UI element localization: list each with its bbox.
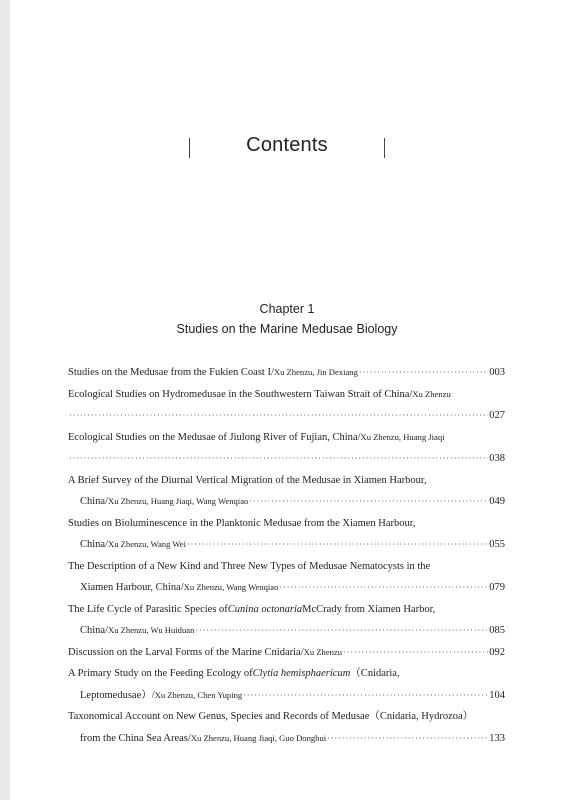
leader-dots <box>187 534 488 556</box>
toc-entry-continuation <box>68 728 505 750</box>
leader-dots <box>195 620 488 642</box>
toc-entry[interactable] <box>68 642 505 664</box>
entry-title-rest: McCrady from Xiamen Harbor, <box>302 603 436 615</box>
page-number: 038 <box>489 453 505 464</box>
entry-title: Studies on Bioluminescence in the Planktonic Medusae from the Xiamen Harbour, <box>68 517 416 529</box>
toc-entry-continuation <box>68 405 505 427</box>
page-number: 092 <box>489 646 505 658</box>
toc-entry[interactable] <box>68 556 505 578</box>
entry-authors: Xu Zhenzu, Wang Wei <box>108 539 187 549</box>
table-of-contents <box>68 362 505 749</box>
page-number: 104 <box>489 689 505 701</box>
toc-entry-continuation <box>68 491 505 513</box>
entry-title: Ecological Studies on Hydromedusae in the Southwestern Taiwan Strait of China/ <box>68 388 413 400</box>
entry-authors: Xu Zhenzu, Huang Jiaqi <box>360 431 445 442</box>
entry-title: Discussion on the Larval Forms of the Marine Cnidaria/ <box>68 646 304 658</box>
leader-dots <box>359 362 488 384</box>
contents-heading <box>0 134 574 164</box>
toc-entry-continuation <box>68 685 505 707</box>
entry-authors: Xu Zhenzu, Chen Yuping <box>154 689 243 700</box>
entry-title: A Brief Survey of the Diurnal Vertical Migration of the Medusae in Xiamen Harbour, <box>68 474 427 486</box>
entry-title-continued: Leptomedusae）/ <box>80 689 155 701</box>
species-name: Cunina octonaria <box>227 603 303 615</box>
entry-authors: Xu Zhenzu, Huang Jiaqi, Guo Donghui <box>190 732 327 743</box>
entry-authors: Xu Zhenzu, Wang Wenqiao <box>183 582 279 592</box>
entry-title-continued: China/ <box>80 625 108 636</box>
entry-title-continued: China/ <box>80 539 108 550</box>
entry-authors: Xu Zhenzu <box>303 646 343 657</box>
species-name: Clytia hemisphaericum <box>252 668 351 679</box>
entry-title-rest: （Cnidaria, <box>350 668 400 679</box>
entry-title: Studies on the Medusae from the Fukien Coast I/ <box>68 367 274 378</box>
page-number: 055 <box>489 539 505 550</box>
entry-authors: Xu Zhenzu, Jin Dexiang <box>273 367 358 377</box>
page-number: 133 <box>489 732 505 744</box>
toc-entry[interactable] <box>68 362 505 384</box>
entry-title: The Life Cycle of Parasitic Species of <box>68 603 228 615</box>
toc-entry[interactable] <box>68 599 505 621</box>
toc-entry[interactable] <box>68 470 505 492</box>
page-number: 085 <box>489 625 505 636</box>
toc-entry-continuation <box>68 577 505 599</box>
entry-title: The Description of a New Kind and Three New Types of Medusae Nematocysts in the <box>68 560 431 572</box>
page-number: 049 <box>489 496 505 507</box>
entry-authors: Xu Zhenzu, Huang Jiaqi, Wang Wenqiao <box>108 496 249 506</box>
leader-dots <box>249 491 488 513</box>
leader-dots <box>69 448 488 470</box>
page-gutter <box>0 0 10 800</box>
title-divider-right <box>384 138 385 158</box>
toc-entry[interactable] <box>68 427 505 449</box>
entry-title: Taxonomical Account on New Genus, Species and Records of Medusae（Cnidaria, Hydrozoa） <box>68 711 474 722</box>
entry-title-continued: from the China Sea Areas/ <box>80 732 191 744</box>
page-number: 027 <box>489 410 505 421</box>
toc-entry[interactable] <box>68 663 505 685</box>
toc-entry-continuation <box>68 448 505 470</box>
page-number: 079 <box>489 582 505 593</box>
leader-dots <box>243 685 488 707</box>
leader-dots <box>343 642 488 664</box>
entry-title: Ecological Studies on the Medusae of Jiulong River of Fujian, China/ <box>68 431 361 443</box>
leader-dots <box>69 405 488 427</box>
toc-entry-continuation <box>68 534 505 556</box>
entry-title-continued: China/ <box>80 496 108 507</box>
toc-entry[interactable] <box>68 706 505 728</box>
page-number: 003 <box>489 367 505 378</box>
entry-authors: Xu Zhenzu <box>412 388 451 399</box>
leader-dots <box>279 577 488 599</box>
leader-dots <box>327 728 488 750</box>
chapter-title: Studies on the Marine Medusae Biology <box>176 322 398 336</box>
chapter-number: Chapter 1 <box>259 302 315 316</box>
page-title: Contents <box>246 134 328 156</box>
toc-entry[interactable] <box>68 513 505 535</box>
toc-entry[interactable] <box>68 384 505 406</box>
entry-title: A Primary Study on the Feeding Ecology of <box>68 668 253 679</box>
entry-title-continued: Xiamen Harbour, China/ <box>80 582 184 593</box>
entry-authors: Xu Zhenzu, Wu Huiduan <box>108 625 195 635</box>
toc-entry-continuation <box>68 620 505 642</box>
